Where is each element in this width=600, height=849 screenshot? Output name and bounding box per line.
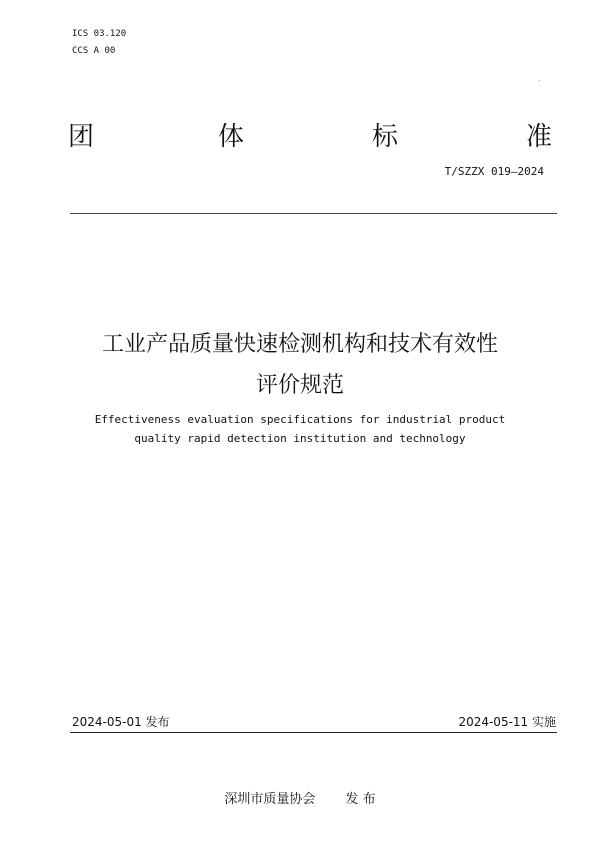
category-char-4: 准	[526, 122, 553, 152]
category-char-3: 标	[372, 122, 399, 152]
ccs-code: CCS A 00	[72, 46, 116, 56]
title-zh-line-2: 评价规范	[255, 373, 344, 398]
implementation-date: 2024-05-11 实施	[458, 715, 556, 729]
title-en-line-1: Effectiveness evaluation specifications for industrial product	[94, 413, 506, 426]
title-en-line-2: quality rapid detection institution and technology	[134, 432, 466, 445]
footer-divider	[70, 732, 557, 733]
publish-action: 发 布	[345, 792, 376, 807]
speck-mark	[539, 80, 540, 81]
issue-date: 2024-05-01 发布	[72, 715, 170, 729]
title-zh-line-1: 工业产品质量快速检测机构和技术有效性	[101, 332, 498, 357]
category-char-1: 团	[68, 122, 95, 152]
header-divider	[70, 213, 557, 214]
category-char-2: 体	[218, 122, 245, 152]
publisher-name: 深圳市质量协会	[224, 792, 316, 807]
ics-code: ICS 03.120	[72, 29, 127, 39]
publisher-line	[0, 788, 600, 807]
standard-code: T/SZZX 019—2024	[444, 165, 544, 178]
